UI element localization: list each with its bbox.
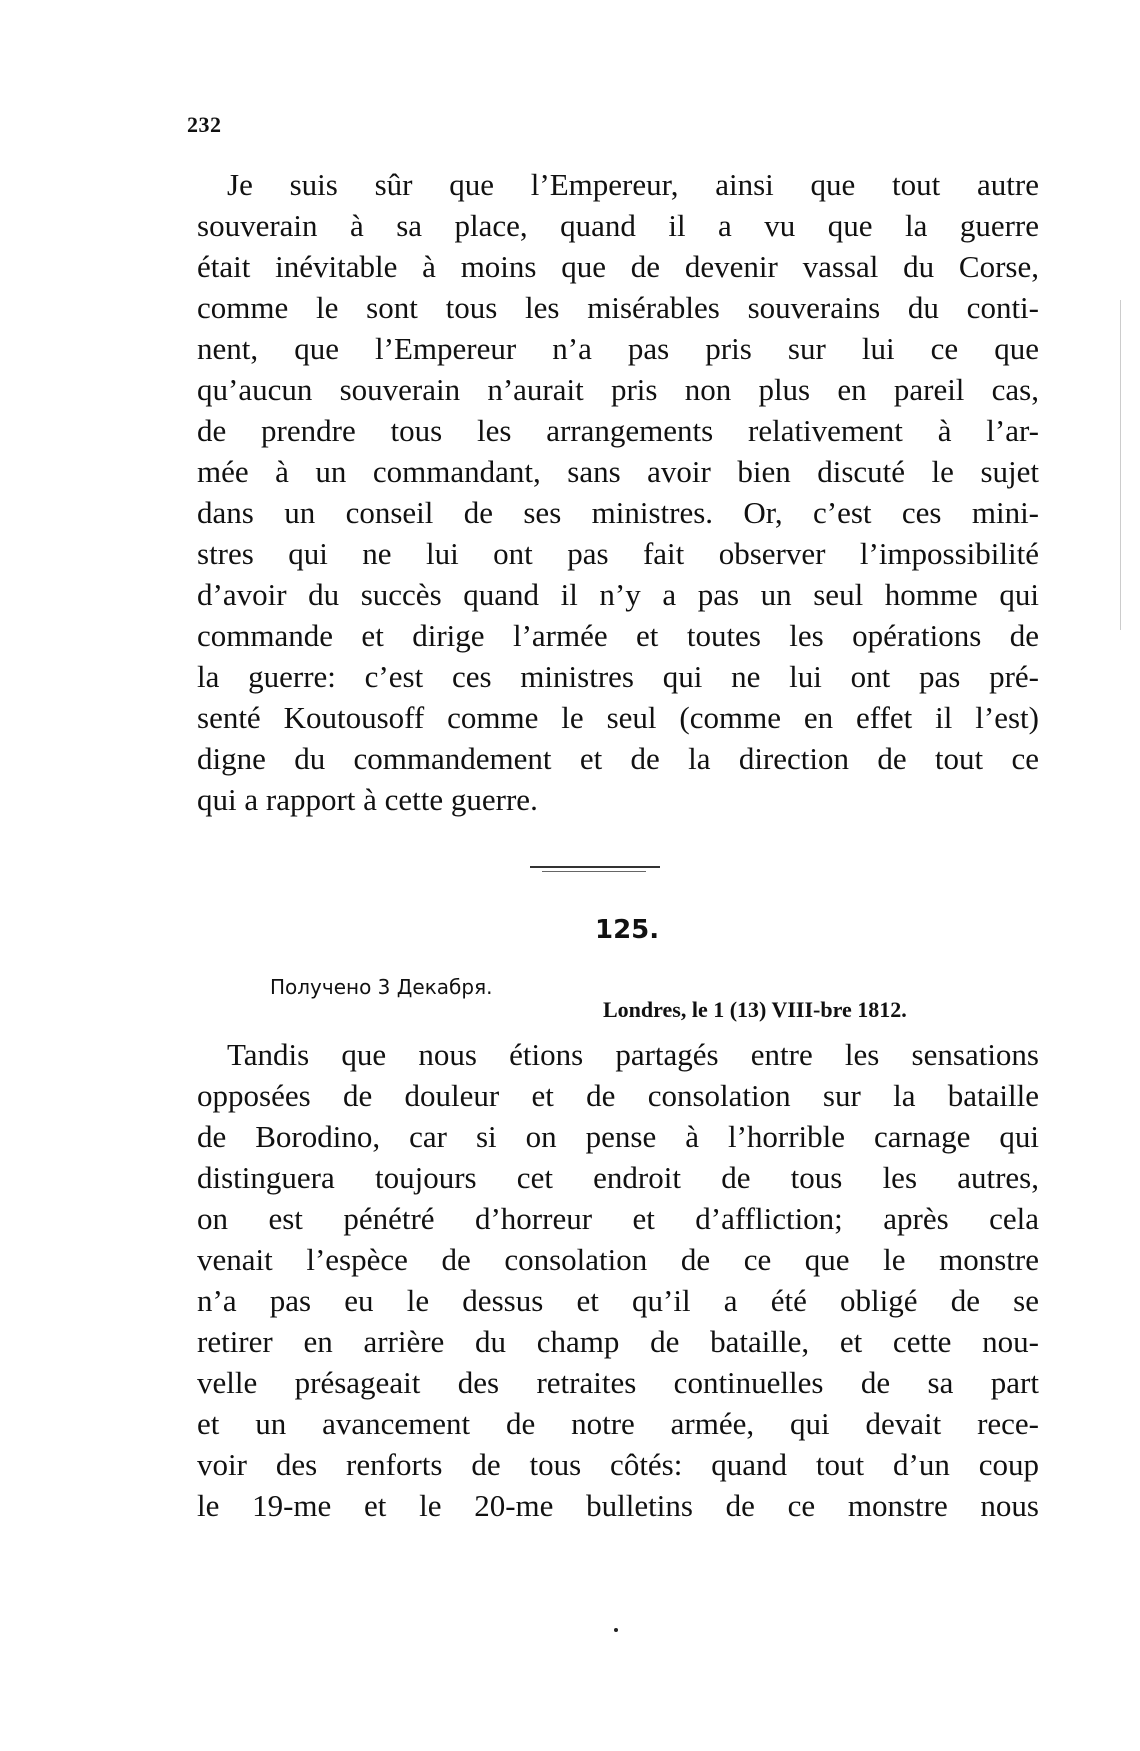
- text-line: senté Koutousoff comme le seul (comme en effet il l’est): [197, 700, 1039, 735]
- text-line: digne du commandement et de la direction de tout ce: [197, 741, 1039, 776]
- text-line: qui a rapport à cette guerre.: [197, 782, 538, 817]
- text-line: qu’aucun souverain n’aurait pris non plus en pareil cas,: [197, 372, 1039, 407]
- text-line: velle présageait des retraites continuelles de sa part: [197, 1365, 1039, 1400]
- letter-dateline: Londres, le 1 (13) VIII-bre 1812.: [603, 997, 907, 1022]
- text-line: comme le sont tous les misérables souverains du conti-: [197, 290, 1039, 325]
- print-speck: [614, 1628, 618, 1632]
- text-line: de prendre tous les arrangements relativement à l’ar-: [197, 413, 1039, 448]
- letter-124-text: [197, 164, 1039, 820]
- text-line: distinguera toujours cet endroit de tous les autres,: [197, 1160, 1039, 1195]
- text-line: on est pénétré d’horreur et d’affliction; après cela: [197, 1201, 1039, 1236]
- text-line: n’a pas eu le dessus et qu’il a été obligé de se: [197, 1283, 1039, 1318]
- text-line: venait l’espèce de consolation de ce que le monstre: [197, 1242, 1039, 1277]
- text-line: était inévitable à moins que de devenir vassal du Corse,: [197, 249, 1039, 284]
- text-line: dans un conseil de ses ministres. Or, c’est ces mini-: [197, 495, 1039, 530]
- letter-number: 125.: [595, 915, 660, 945]
- text-line: de Borodino, car si on pense à l’horrible carnage qui: [197, 1119, 1039, 1154]
- text-line: opposées de douleur et de consolation sur la bataille: [197, 1078, 1039, 1113]
- text-line: Tandis que nous étions partagés entre les sensations: [227, 1037, 1039, 1072]
- text-line: voir des renforts de tous côtés: quand tout d’un coup: [197, 1447, 1039, 1482]
- text-line: commande et dirige l’armée et toutes les opérations de: [197, 618, 1039, 653]
- text-line: d’avoir du succès quand il n’y a pas un seul homme qui: [197, 577, 1039, 612]
- page-number: 232: [187, 112, 222, 137]
- text-line: mée à un commandant, sans avoir bien discuté le sujet: [197, 454, 1039, 489]
- text-line: et un avancement de notre armée, qui devait rece-: [197, 1406, 1039, 1441]
- text-line: nent, que l’Empereur n’a pas pris sur lui ce que: [197, 331, 1039, 366]
- received-note: Получено 3 Декабря.: [270, 975, 493, 999]
- section-separator: [530, 866, 660, 868]
- text-line: souverain à sa place, quand il a vu que la guerre: [197, 208, 1039, 243]
- text-line: retirer en arrière du champ de bataille, et cette nou-: [197, 1324, 1039, 1359]
- text-line: stres qui ne lui ont pas fait observer l’impossibilité: [197, 536, 1039, 571]
- margin-mark: [1120, 300, 1121, 630]
- text-line: le 19-me et le 20-me bulletins de ce monstre nous: [197, 1488, 1039, 1523]
- text-line: la guerre: c’est ces ministres qui ne lui ont pas pré-: [197, 659, 1039, 694]
- letter-125-text: [197, 1034, 1039, 1526]
- text-line: Je suis sûr que l’Empereur, ainsi que tout autre: [227, 167, 1039, 202]
